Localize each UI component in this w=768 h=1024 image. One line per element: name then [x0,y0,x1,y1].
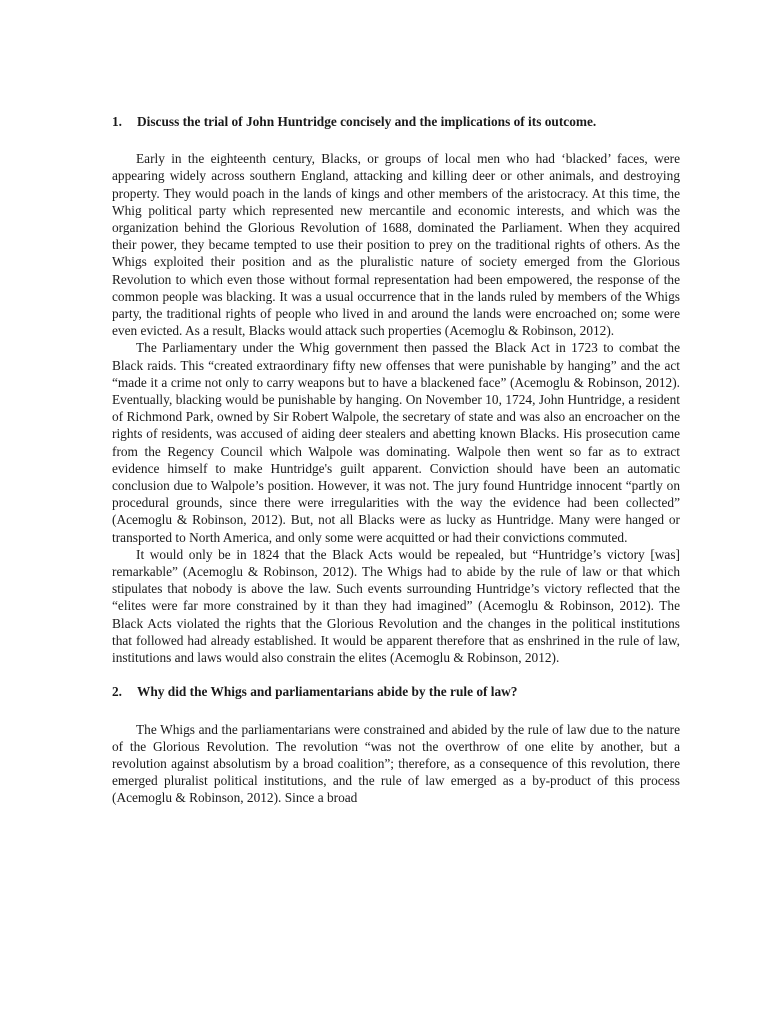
body-paragraph: The Parliamentary under the Whig government then passed the Black Act in 1723 to combat the Black raids. This “created extraordinary fifty new offenses that were punishable by hanging” and the act “made it a crime not only to carry weapons but to have a blackened face” (Acemoglu & Robinson, 2012). Eventually, blacking would be punishable by hanging. On November 10, 1724, John Huntridge, a resident of Richmond Park, owned by Sir Robert Walpole, the secretary of state and was also an encroacher on the rights of residents, was accused of aiding deer stealers and abetting known Blacks. His prosecution came from the Regency Council which Walpole was dominating. Walpole then went so far as to extract evidence himself to make Huntridge's guilt apparent. Conviction should have been an automatic conclusion due to Walpole’s position. However, it was not. The jury found Huntridge innocent “partly on procedural grounds, since there were irregularities with the way the evidence had been collected” (Acemoglu & Robinson, 2012). But, not all Blacks were as lucky as Huntridge. Many were hanged or transported to North America, and only some were acquitted or had their convictions commuted. [112,340,680,545]
body-paragraph: The Whigs and the parliamentarians were constrained and abided by the rule of law due to the nature of the Glorious Revolution. The revolution “was not the overthrow of one elite by another, but a revolution against absolutism by a broad coalition”; therefore, as a consequence of this revolution, there emerged pluralist political institutions, and the rule of law emerged as a by-product of this process (Acemoglu & Robinson, 2012). Since a broad [112,721,680,806]
question-number: 2. [112,684,123,700]
question-number: 1. [112,114,123,129]
document-page [112,96,680,807]
body-paragraph: Early in the eighteenth century, Blacks, or groups of local men who had ‘blacked’ faces, were appearing widely across southern England, attacking and killing deer or other animals, and destroying property. They would poach in the lands of kings and other members of the aristocracy. At this time, the Whig political party which represented new mercantile and economic interests, and which was the organization behind the Glorious Revolution of 1688, dominated the Parliament. When they acquired their power, they became tempted to use their position to prey on the traditional rights of others. As the Whigs exploited their position and as the pluralistic nature of society emerged from the Glorious Revolution to which even those without formal representation had been empowered, the response of the common people was blacking. It was a usual occurrence that in the lands ruled by members of the Whigs party, the traditional rights of people who lived in and around the lands were encroached on; some were even evicted. As a result, Blacks would attack such properties (Acemoglu & Robinson, 2012). [112,151,680,339]
question-title: Why did the Whigs and parliamentarians abide by the rule of law? [137,684,518,700]
question-heading-2 [112,683,680,700]
question-heading-1 [112,113,680,130]
body-paragraph: It would only be in 1824 that the Black Acts would be repealed, but “Huntridge’s victory [was] remarkable” (Acemoglu & Robinson, 2012). The Whigs had to abide by the rule of law or that which stipulates that nobody is above the law. Such events surrounding Huntridge’s victory reflected that the “elites were far more constrained by it than they had imagined” (Acemoglu & Robinson, 2012). The Black Acts violated the rights that the Glorious Revolution and the changes in the political institutions that followed had already established. It would be apparent therefore that as enshrined in the rule of law, institutions and laws would also constrain the elites (Acemoglu & Robinson, 2012). [112,546,680,666]
question-title: Discuss the trial of John Huntridge concisely and the implications of its outcome. [137,114,597,129]
